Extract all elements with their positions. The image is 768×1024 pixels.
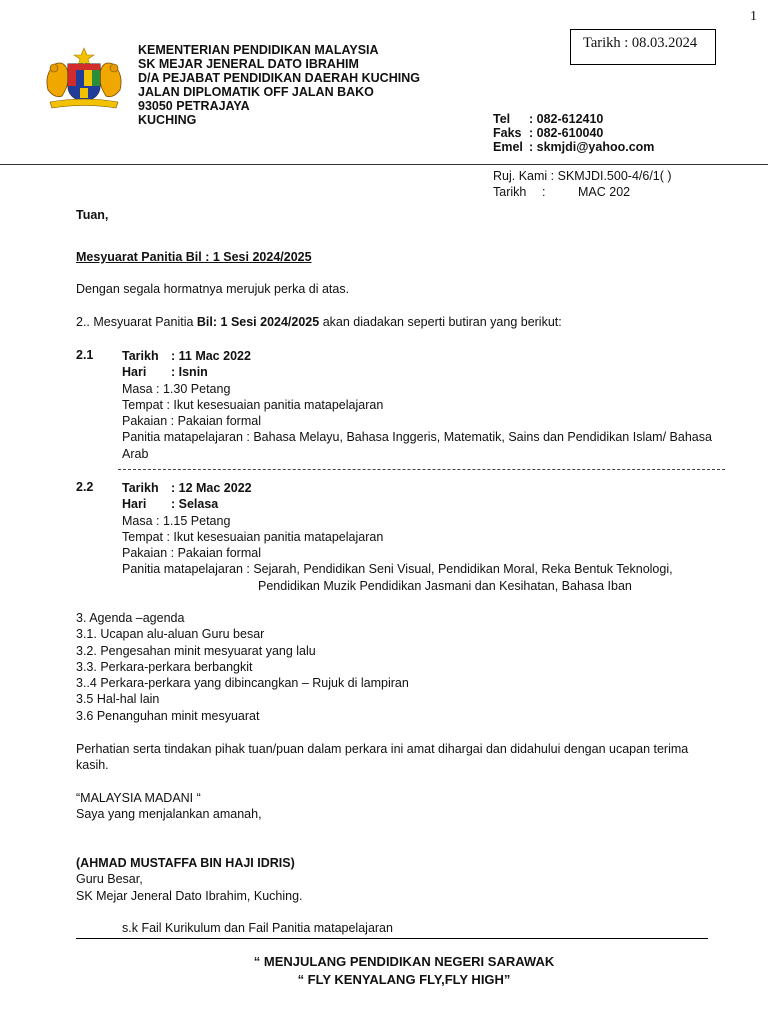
header-divider (0, 164, 768, 165)
section-2-2-number: 2.2 (76, 480, 94, 494)
section-2-2: Tarikh : 12 Mac 2022 Hari : Selasa Masa : 1.15 Petang Tempat : Ikut kesesuaian panitia matapelajaran Pakaian : Pakaian formal Panitia matapelajaran : Sejarah, Pendidikan Seni Visual, Pendidikan Moral, Reka Bentuk Teknologi, Pendidikan Muzik Pendidikan Jasmani dan Kesihatan, Bahasa Iban (122, 481, 673, 593)
org-line: KUCHING (138, 113, 197, 127)
motto: “MALAYSIA MADANI “ (76, 791, 201, 805)
signature-block (76, 855, 303, 904)
date-box: Tarikh : 08.03.2024 (570, 29, 716, 65)
section-2-1-number: 2.1 (76, 348, 94, 362)
ref-tarikh-label: Tarikh (493, 185, 527, 199)
fax-value: 082-610040 (536, 126, 604, 140)
malaysia-crest-emblem (40, 46, 128, 115)
subject: Mesyuarat Panitia Bil : 1 Sesi 2024/2025 (76, 250, 312, 264)
signer-position: Guru Besar, (76, 872, 143, 887)
amanah-text: Saya yang menjalankan amanah, (76, 807, 262, 822)
tel-value: 082-612410 (536, 112, 604, 126)
footer-divider (76, 938, 708, 939)
salutation: Tuan, (76, 208, 109, 222)
signer-school: SK Mejar Jeneral Dato Ibrahim, Kuching. (76, 888, 303, 903)
list-item: 3.1. Ucapan alu-aluan Guru besar (76, 627, 265, 642)
paragraph-2: 2.. Mesyuarat Panitia Bil: 1 Sesi 2024/2025 akan diadakan seperti butiran yang berikut: (76, 315, 562, 329)
org-line: KEMENTERIAN PENDIDIKAN MALAYSIA (138, 43, 379, 57)
list-item: 3. Agenda –agenda (76, 611, 185, 625)
agenda-list (76, 610, 409, 724)
footer-line-1: “ MENJULANG PENDIDIKAN NEGERI SARAWAK (253, 954, 555, 969)
page-number: 1 (750, 9, 757, 24)
ruj-label: Ruj. Kami (493, 169, 548, 183)
org-line: SK MEJAR JENERAL DATO IBRAHIM (138, 57, 359, 71)
org-line: JALAN DIPLOMATIK OFF JALAN BAKO (138, 85, 374, 99)
ruj-value: SKMJDI.500-4/6/1( ) (557, 169, 672, 183)
footer-line-2: “ FLY KENYALANG FLY,FLY HIGH” (297, 972, 511, 987)
list-item: 3.6 Penanguhan minit mesyuarat (76, 708, 260, 723)
closing-paragraph: Perhatian serta tindakan pihak tuan/puan dalam perkara ini amat dihargai dan didahului dengan ucapan terima kasih. (76, 742, 689, 773)
list-item: 3.2. Pengesahan minit mesyuarat yang lalu (76, 643, 316, 658)
intro-text: Dengan segala hormatnya merujuk perka di atas. (76, 282, 350, 296)
section-2-1: Tarikh : 11 Mac 2022 Hari : Isnin Masa : 1.30 Petang Tempat : Ikut kesesuaian panitia matapelajaran Pakaian : Pakaian formal Panitia matapelajaran : Bahasa Melayu, Bahasa Inggeris, Matematik, Sains dan Pendidikan Islam/ Bahasa Arab (122, 349, 712, 461)
list-item: 3.3. Perkara-perkara berbangkit (76, 659, 253, 674)
list-item: 3.5 Hal-hal lain (76, 692, 160, 707)
dashed-separator (118, 469, 725, 470)
sk-note: s.k Fail Kurikulum dan Fail Panitia matapelajaran (122, 921, 393, 935)
list-item: 3..4 Perkara-perkara yang dibincangkan – Rujuk di lampiran (76, 676, 409, 691)
email-value: skmjdi@yahoo.com (536, 140, 655, 154)
sign-off (76, 790, 262, 823)
fax-label: Faks (493, 126, 522, 140)
ref-tarikh-value: MAC 202 (578, 185, 631, 199)
signer-name: (AHMAD MUSTAFFA BIN HAJI IDRIS) (76, 856, 295, 870)
org-line: 93050 PETRAJAYA (138, 99, 250, 113)
tel-label: Tel (493, 112, 511, 126)
email-label: Emel (493, 140, 523, 154)
org-line: D/A PEJABAT PENDIDIKAN DAERAH KUCHING (138, 71, 420, 85)
